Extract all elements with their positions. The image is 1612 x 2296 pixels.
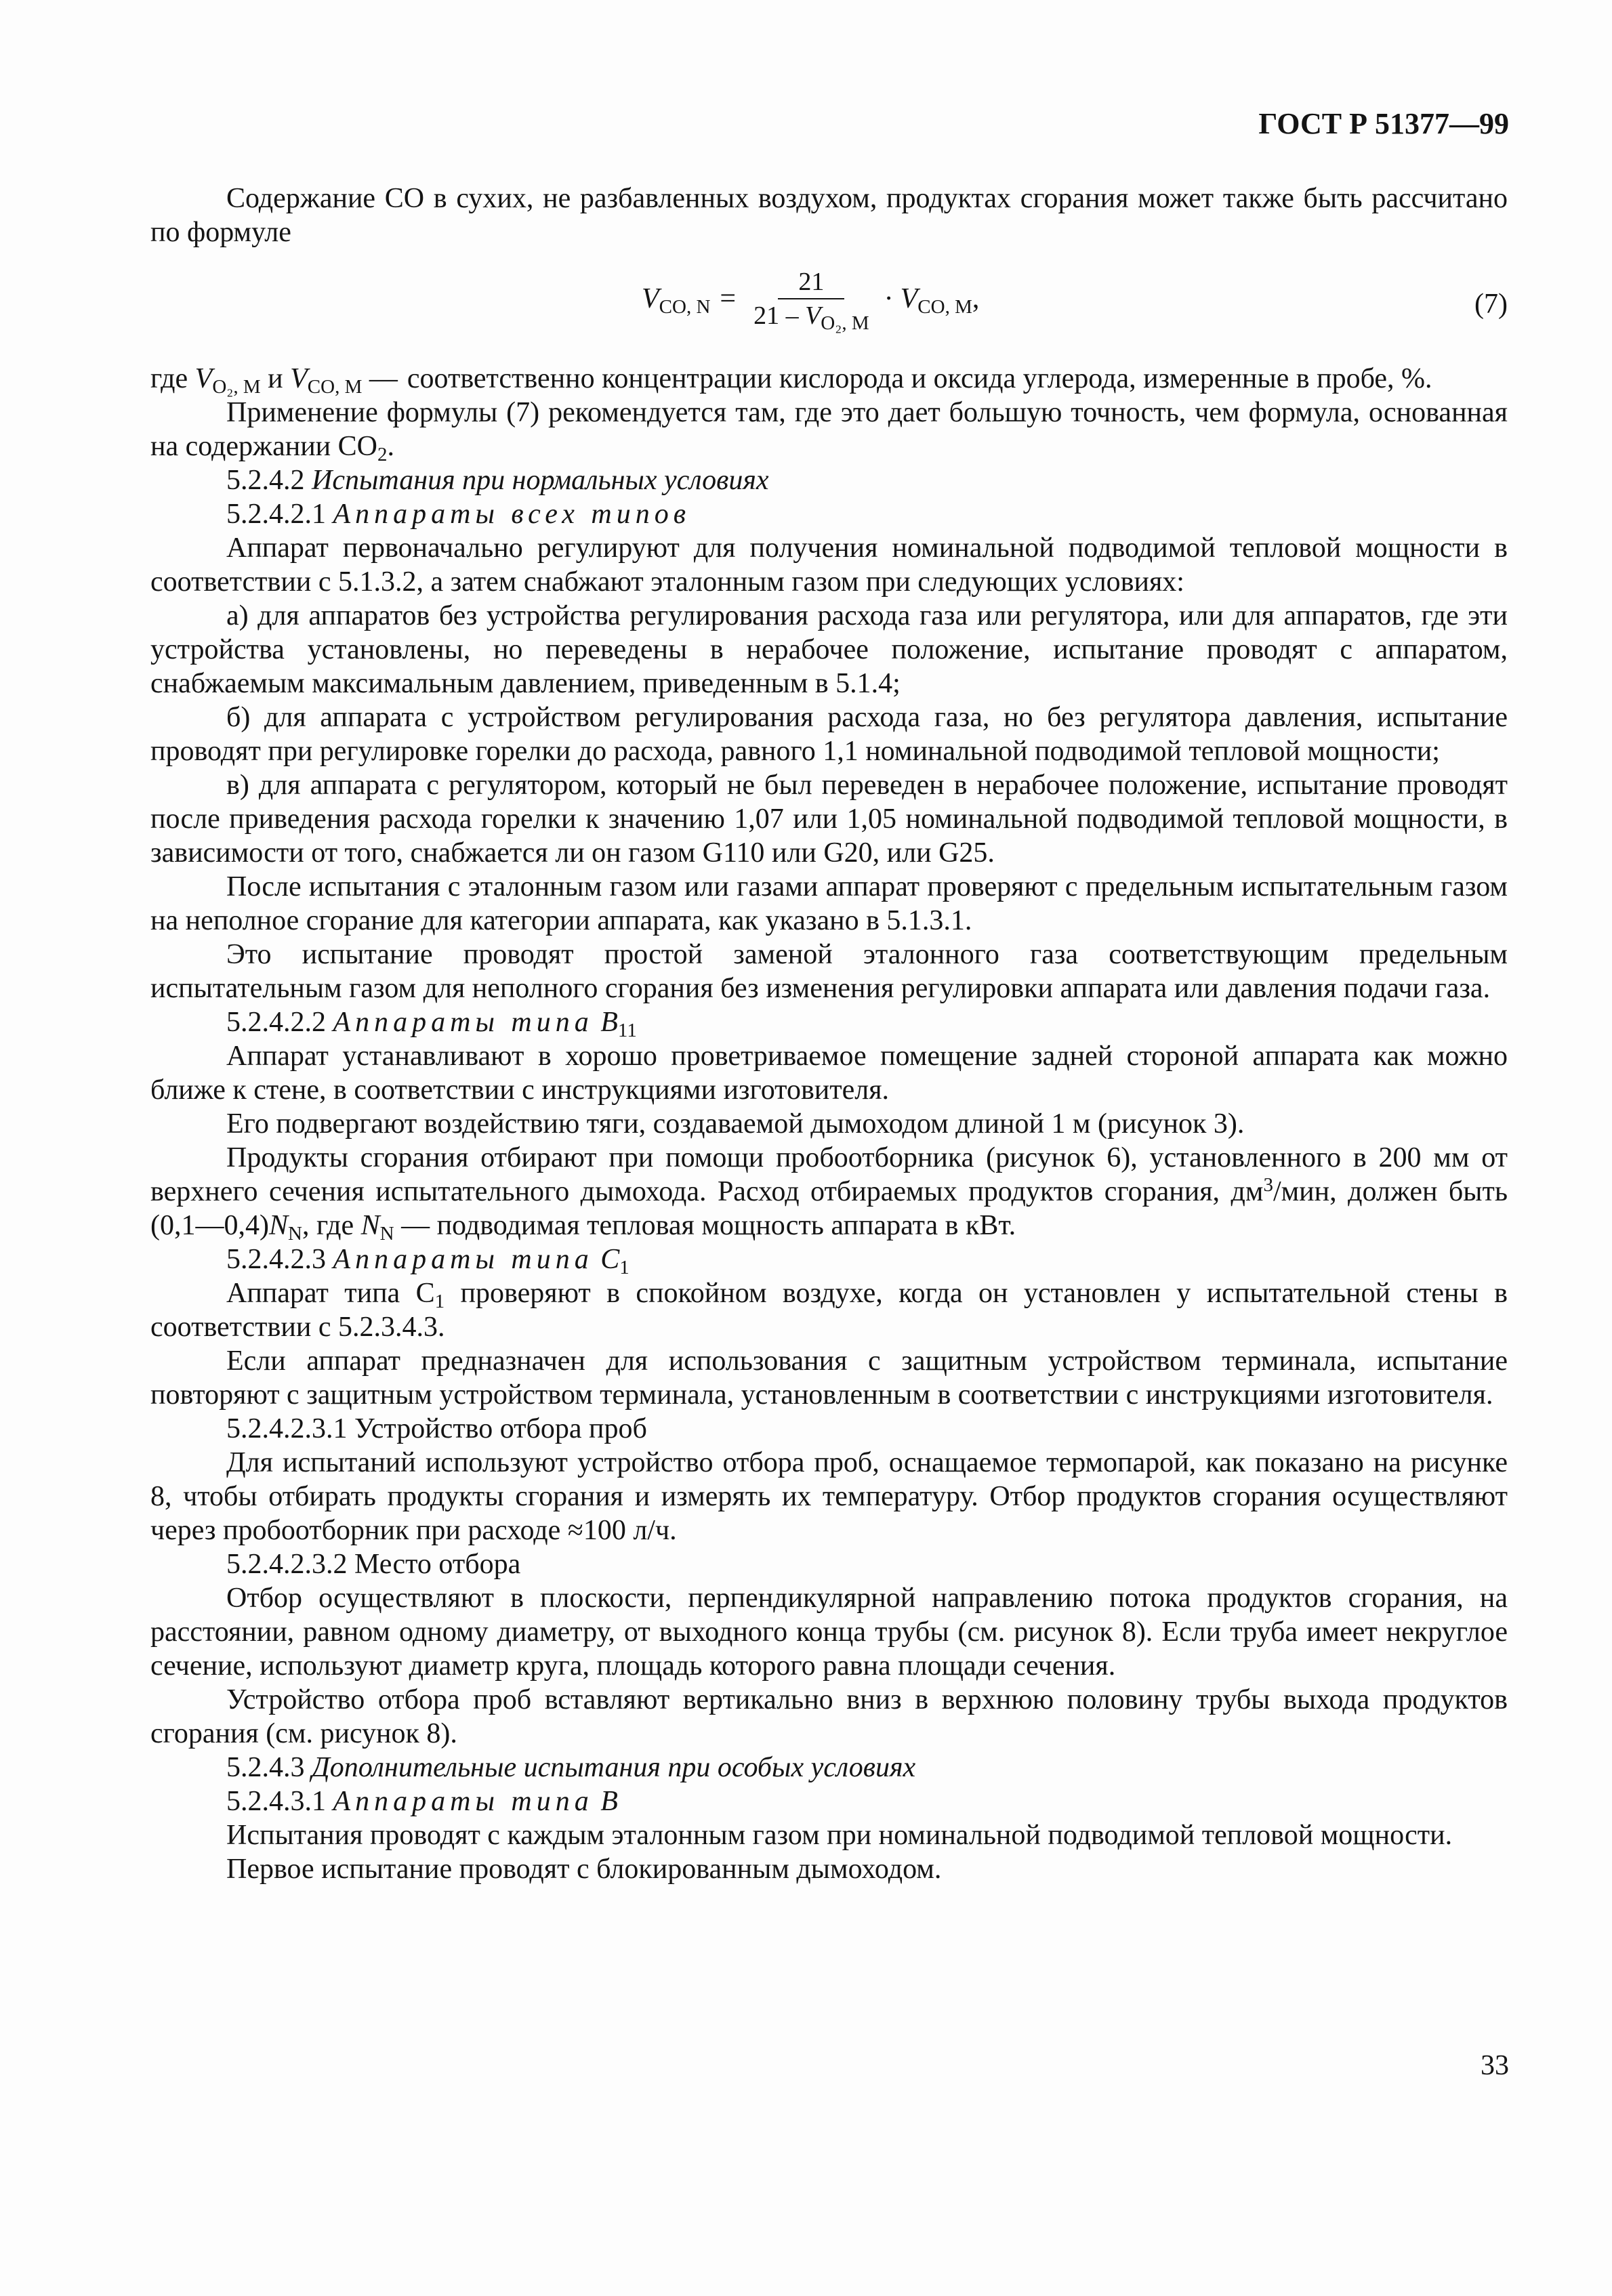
paragraph-this-test: Это испытание проводят простой заменой эталонного газа соответствующим предельным испытательным газом для неполного сгорания без изменения регулировки аппарата или давления подачи газа. bbox=[150, 939, 1508, 1004]
formula-number: (7) bbox=[1474, 289, 1508, 320]
page-number: 33 bbox=[1481, 2050, 1509, 2081]
formula-7 bbox=[150, 264, 1508, 350]
formula-expression bbox=[642, 267, 980, 334]
formula-tail: , bbox=[972, 283, 980, 314]
paragraph-plane: Отбор осуществляют в плоскости, перпендикулярной направлению потока продуктов сгорания, на расстоянии, равном одному диаметру, от выходного конца трубы (см. рисунок 8). Если труба имеет некруглое сечение, используют диаметр круга, площадь которого равна площади сечения. bbox=[150, 1583, 1508, 1682]
paragraph-insert: Устройство отбора проб вставляют вертикально вниз в верхнюю половину трубы выхода продуктов сгорания (см. рисунок 8). bbox=[150, 1684, 1508, 1749]
paragraph-first-test: Первое испытание проводят с блокированным дымоходом. bbox=[226, 1854, 942, 1885]
formula-numerator: 21 bbox=[778, 267, 844, 299]
heading-5-2-4-2: 5.2.4.2 Испытания при нормальных условиях bbox=[226, 465, 769, 496]
formula-equals: = bbox=[720, 283, 737, 314]
paragraph-item-v: в) для аппарата с регулятором, который не был переведен в нерабочее положение, испытание проводят после приведения расхода горелки к значению 1,07 или 1,05 номинальной подводимой тепловой мощности, в зависимости от того, снабжается ли он газом G110 или G20, или G25. bbox=[150, 770, 1508, 869]
paragraph-c1: Аппарат типа $С_1$ проверяют в спокойном воздухе, когда он установлен у испытательной стены в соответствии с 5.2.3.4.3. bbox=[150, 1278, 1508, 1343]
formula-lhs: $V_{CO, N}$ bbox=[642, 283, 711, 318]
formula-denominator: $21 - V_{O_2, M}$ bbox=[753, 301, 869, 334]
where-label: где $V_{O_2, M}$ и $V_{CO, M}$ — bbox=[150, 363, 398, 398]
paragraph-formula7: Применение формулы (7) рекомендуется там, где это дает большую точность, чем формула, основанная на содержании $CO_2$. bbox=[150, 397, 1508, 465]
paragraph-terminal: Если аппарат предназначен для использования с защитным устройством терминала, испытание повторяют с защитным устройством терминала, установленным в соответствии с инструкциями изготовителя. bbox=[150, 1345, 1508, 1411]
paragraph-item-a: а) для аппаратов без устройства регулирования расхода газа или регулятора, или для аппаратов, где эти устройства установлены, но переведены в нерабочее положение, испытание проводят с аппаратом, снабжаемым максимальным давлением, приведенным в 5.1.4; bbox=[150, 600, 1508, 699]
paragraph-products: Продукты сгорания отбирают при помощи пробоотборника (рисунок 6), установленного в 200 мм от верхнего сечения испытательного дымохода. Расход отбираемых продуктов сгорания, $дм^3$/мин, должен быть $(0,1—0,4)N_N$, где $N_N$ — подводимая тепловая мощность аппарата в кВт. bbox=[150, 1142, 1508, 1245]
paragraph-after-test: После испытания с эталонным газом или газами аппарат проверяют с предельным испытательным газом на неполное сгорание для категории аппарата, как указано в 5.1.3.1. bbox=[150, 871, 1508, 936]
where-text: соответственно концентрации кислорода и оксида углерода, измеренные в пробе, %. bbox=[407, 363, 1432, 394]
heading-5-2-4-3-1: 5.2.4.3.1 Аппараты типа B bbox=[226, 1786, 618, 1817]
formula-rhs: $V_{CO, M}$ bbox=[900, 283, 972, 318]
paragraph-regulate: Аппарат первоначально регулируют для получения номинальной подводимой тепловой мощности в соответствии с 5.1.3.2, а затем снабжают эталонным газом при следующих условиях: bbox=[150, 533, 1508, 598]
paragraph-install: Аппарат устанавливают в хорошо проветриваемое помещение задней стороной аппарата как можно ближе к стене, в соответствии с инструкциями изготовителя. bbox=[150, 1041, 1508, 1106]
intro-paragraph: Содержание СО в сухих, не разбавленных воздухом, продуктах сгорания может также быть рассчитано по формуле bbox=[150, 183, 1508, 248]
heading-5-2-4-3: 5.2.4.3 Дополнительные испытания при особых условиях bbox=[226, 1752, 916, 1783]
paragraph-each-gas: Испытания проводят с каждым эталонным газом при номинальной подводимой тепловой мощности. bbox=[226, 1820, 1453, 1851]
paragraph-draft: Его подвергают воздействию тяги, создаваемой дымоходом длиной 1 м (рисунок 3). bbox=[226, 1108, 1245, 1140]
where-clause bbox=[150, 362, 1508, 396]
heading-5-2-4-2-3-2: 5.2.4.2.3.2 Место отбора bbox=[226, 1549, 521, 1580]
heading-5-2-4-2-3: 5.2.4.2.3 Аппараты типа $C_1$ bbox=[226, 1244, 629, 1278]
paragraph-item-b: б) для аппарата с устройством регулирования расхода газа, но без регулятора давления, испытание проводят при регулировке горелки до расхода, равного 1,1 номинальной подводимой тепловой мощности; bbox=[150, 702, 1508, 767]
heading-5-2-4-2-3-1: 5.2.4.2.3.1 Устройство отбора проб bbox=[226, 1413, 647, 1444]
document-header: ГОСТ Р 51377—99 bbox=[1258, 107, 1509, 140]
heading-5-2-4-2-2: 5.2.4.2.2 Аппараты типа $B_{11}$ bbox=[226, 1007, 637, 1041]
document-body bbox=[150, 182, 1508, 1886]
formula-fraction bbox=[753, 267, 869, 334]
heading-5-2-4-2-1: 5.2.4.2.1 Аппараты всех типов bbox=[226, 499, 690, 530]
formula-dot: · bbox=[884, 283, 894, 314]
paragraph-sampler: Для испытаний используют устройство отбора проб, оснащаемое термопарой, как показано на рисунке 8, чтобы отбирать продукты сгорания и измерять их температуру. Отбор продуктов сгорания осуществляют через пробоотборник при расходе ≈100 л/ч. bbox=[150, 1447, 1508, 1546]
